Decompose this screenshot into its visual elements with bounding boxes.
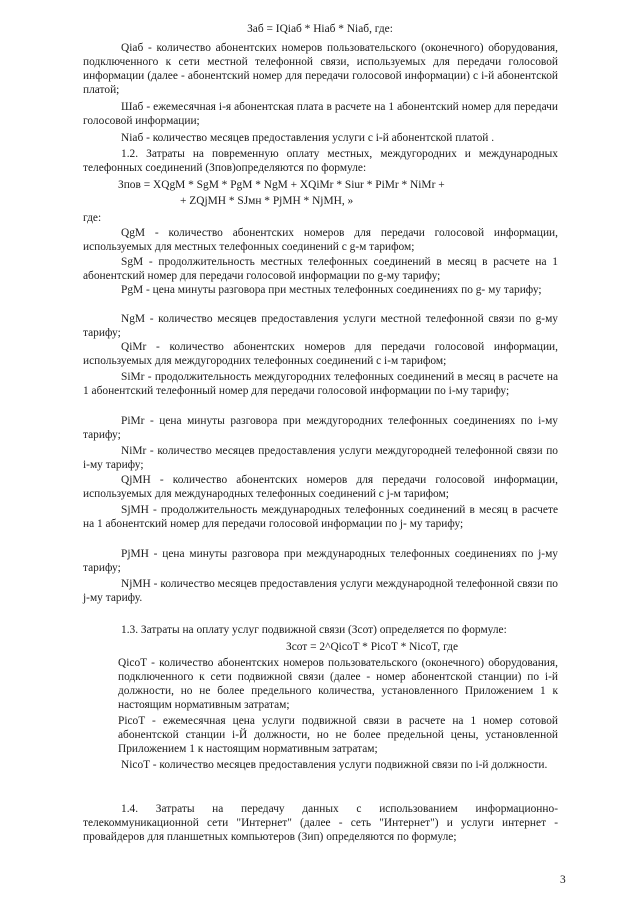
formula-zab: Заб = IQiаб * Hiаб * Niаб, где: [247, 23, 393, 35]
definition-nimr: NiMr - количество месяцев предоставления услуги междугородней телефонной связи по i-му тарифу; [83, 445, 558, 471]
page-number: 3 [560, 874, 566, 886]
definition-qjmh: QjMH - количество абонентских номеров для передачи голосовой информации, используемых для международных телефонных соединений с j-м тарифом; [83, 474, 558, 500]
definition-pgm: PgM - цена минуты разговора при местных телефонных соединениях по g- му тарифу; [121, 284, 542, 296]
definition-sgm: SgM - продолжительность местных телефонных соединений в месяц в расчете на 1 абонентский номер для передачи голосовой информации по g-му тарифу; [83, 256, 558, 282]
definition-ngm: NgM - количество месяцев предоставления услуги местной телефонной связи по g-му тарифу; [83, 313, 558, 339]
definition-pjmh: PjMH - цена минуты разговора при международных телефонных соединениях по j-му тарифу; [83, 548, 558, 574]
definition-nicot: NicoT - количество месяцев предоставления услуги подвижной связи по i-й должности. [121, 759, 548, 771]
definition-qimr: QiMr - количество абонентских номеров для передачи голосовой информации, используемых для междугородних телефонных соединений с i-м тарифом; [83, 341, 558, 367]
formula-zpov-line-1: Зпов = XQgM * SgM * PgM * NgM + XQiMr * Siur * PiMr * NiMr + [118, 179, 445, 191]
definition-picot: PicoT - ежемесячная цена услуги подвижной связи в расчете на 1 номер сотовой абонентской станции i-Й должности, но не более предельной цены, установленной Приложением 1 к настоящим нормативным затратам; [118, 715, 558, 755]
definition-sjmh: SjMH - продолжительность международных телефонных соединений в месяц в расчете на 1 абонентский номер для передачи голосовой информации по j- му тарифу; [83, 504, 558, 530]
section-1-3: 1.3. Затраты на оплату услуг подвижной связи (Зсот) определяется по формуле: [121, 624, 507, 636]
definition-simr: SiMr - продолжительность междугородних телефонных соединений в месяц в расчете на 1 абонентский телефонный номер для передачи голосовой информации по i-му тарифу; [83, 371, 558, 397]
section-1-4: 1.4. Затраты на передачу данных с использованием информационно-телекоммуникационной сети "Интернет" (далее - сеть "Интернет") и услуги интернет - провайдеров для планшетных компьютеров (Зип) определяются по формуле; [83, 803, 558, 843]
definition-shab: Шаб - ежемесячная i-я абонентская плата в расчете на 1 абонентский номер для передачи голосовой информации; [83, 101, 558, 127]
section-1-2: 1.2. Затраты на повременную оплату местных, междугородних и международных телефонных соединений (Зпов)определяются по формуле: [83, 148, 558, 174]
formula-zsot: Зсот = 2^QicoT * PicoT * NicoT, где [286, 641, 459, 653]
where-label: где: [83, 212, 102, 224]
definition-niab: Niаб - количество месяцев предоставления услуги с i-й абонентской платой . [121, 132, 495, 144]
formula-zpov-line-2: + ZQjMH * SJмн * PjMH * NjMH, » [180, 195, 354, 207]
definition-qiab: Qiаб - количество абонентских номеров пользовательского (оконечного) оборудования, подключенного к сети местной телефонной связи, используемых для передачи голосовой информации (далее - абонентский номер для передачи голосовой информации) с i-й абонентской платой; [83, 42, 558, 96]
definition-njmh: NjMH - количество месяцев предоставления услуги международной телефонной связи по j-му тарифу. [83, 578, 558, 604]
definition-qicot: QicoT - количество абонентских номеров пользовательского (оконечного) оборудования, подключенного к сети подвижной связи (далее - номер абонентской станции) по i-й должности, но не более предельного количества, установленного Приложением 1 к настоящим нормативным затратам; [118, 657, 558, 711]
definition-qgm: QgM - количество абонентских номеров для передачи голосовой информации, используемых для местных телефонных соединений с g-м тарифом; [83, 227, 558, 253]
definition-pimr: PiMr - цена минуты разговора при междугородних телефонных соединениях по i-му тарифу; [83, 415, 558, 441]
